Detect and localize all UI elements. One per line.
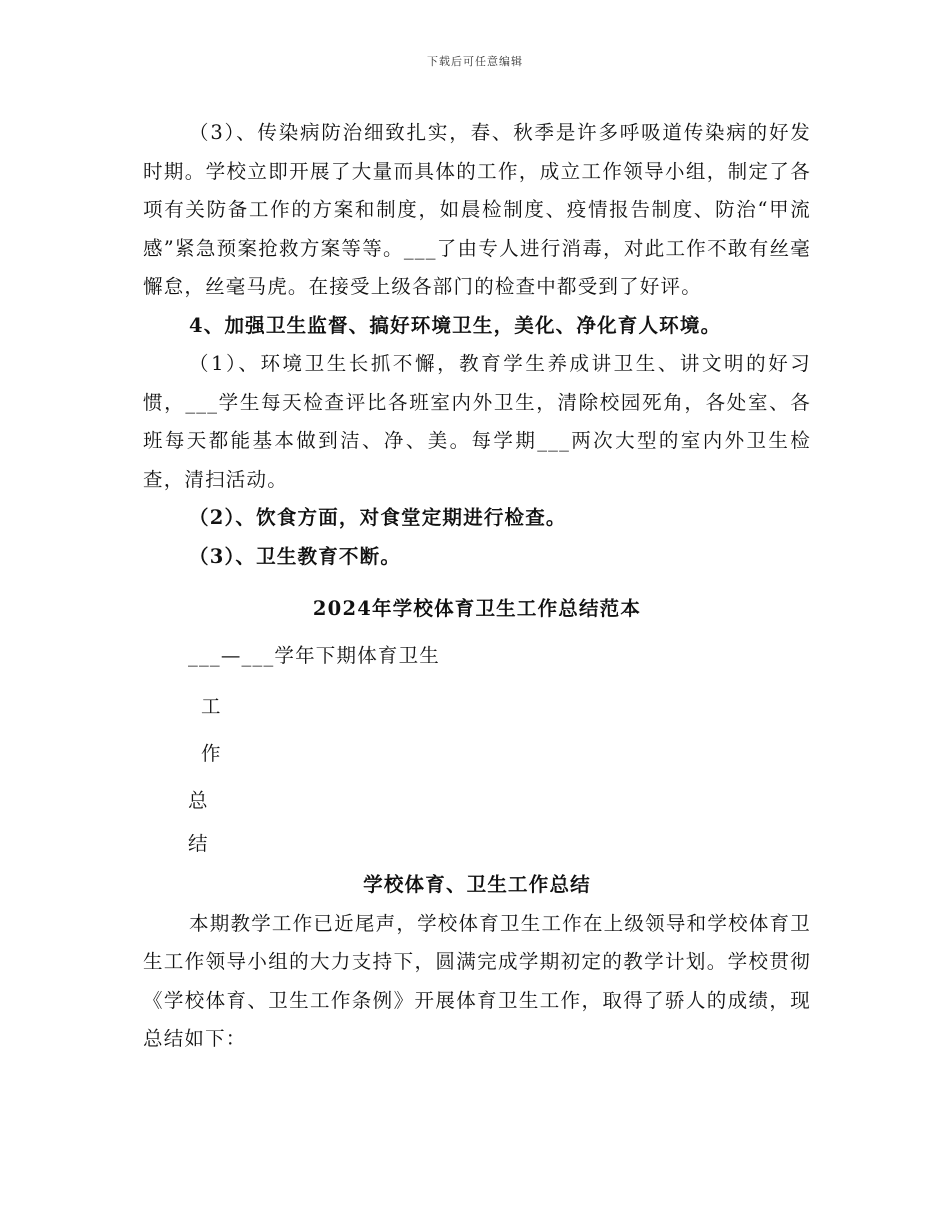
item-food-inspection: （2）、饮食方面，对食堂定期进行检查。: [189, 506, 567, 529]
section-title: 学校体育、卫生工作总结: [363, 873, 591, 896]
vertical-char: 作: [201, 742, 222, 765]
vertical-text: [143, 683, 811, 864]
item-health-education: （3）、卫生教育不断。: [189, 544, 402, 568]
paragraph-environment: （1）、环境卫生长抓不懈，教育学生养成讲卫生、讲文明的好习惯，___学生每天检查评比各班室内外卫生，清除校园死角，各处室、各班每天都能基本做到洁、净、美。每学期___两次大型的室内外卫生检查，清扫活动。: [143, 352, 811, 491]
paragraph-disease-prevention: （3）、传染病防治细致扎实，春、秋季是许多呼吸道传染病的好发时期。学校立即开展了大量而具体的工作，成立工作领导小组，制定了各项有关防备工作的方案和制度，如晨检制度、疫情报告制度、防治“甲流感”紧急预案抢救方案等等。___了由专人进行消毒，对此工作不敢有丝毫懈怠，丝毫马虎。在接受上级各部门的检查中都受到了好评。: [143, 121, 811, 298]
subtitle-line: ___—___学年下期体育卫生: [188, 643, 441, 667]
section-heading-4: 4、加强卫生监督、搞好环境卫生，美化、净化育人环境。: [189, 313, 722, 337]
vertical-char: 总: [188, 789, 209, 812]
vertical-char: 工: [201, 695, 222, 718]
document-body: [143, 114, 811, 1059]
vertical-char: 结: [188, 832, 209, 855]
paragraph-summary-intro: 本期教学工作已近尾声，学校体育卫生工作在上级领导和学校体育卫生工作领导小组的大力支持下，圆满完成学期初定的教学计划。学校贯彻《学校体育、卫生工作条例》开展体育卫生工作，取得了骄人的成绩，现总结如下：: [143, 911, 811, 1050]
document-title: 2024年学校体育卫生工作总结范本: [312, 597, 642, 620]
page-header: 下载后可任意编辑: [427, 55, 523, 68]
